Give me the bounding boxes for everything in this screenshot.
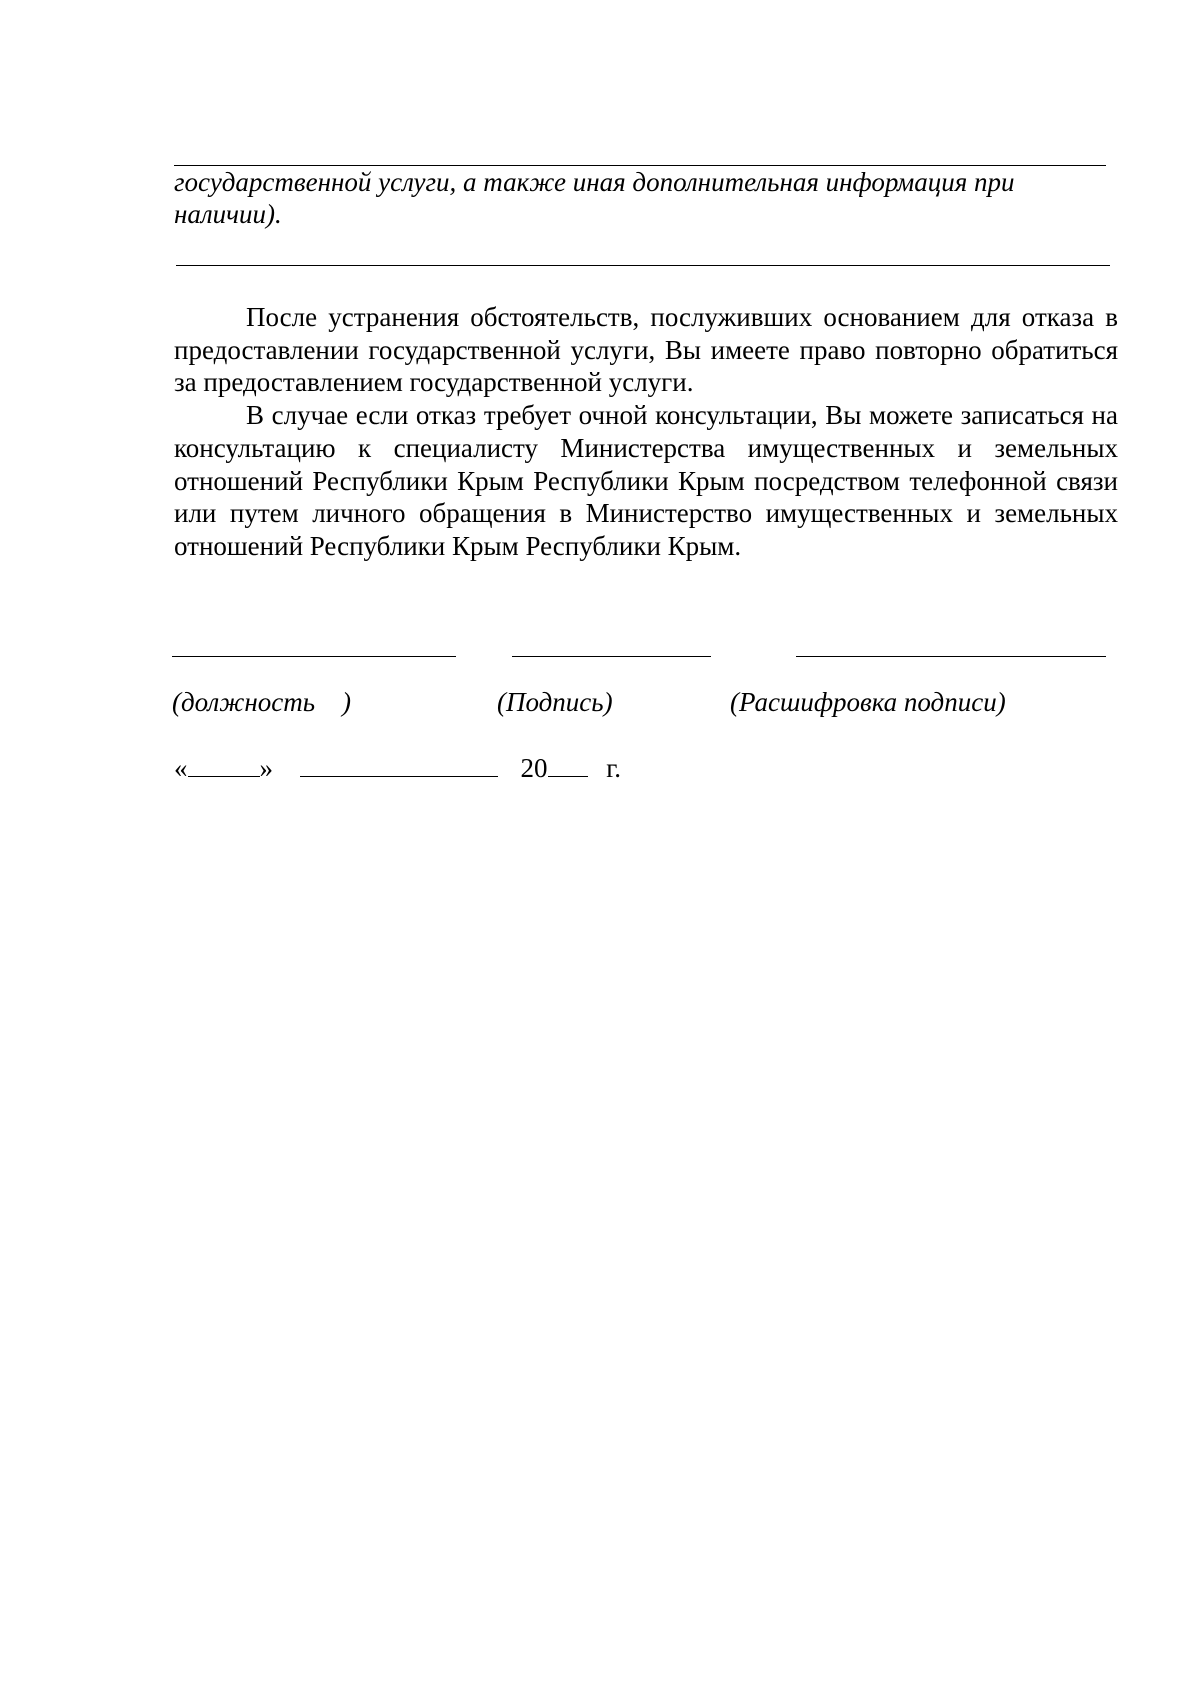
decode-caption: (Расшифровка подписи)	[730, 687, 1006, 717]
date-row	[174, 752, 621, 784]
note-line-2: наличии).	[174, 199, 282, 229]
note-line-1: государственной услуги, а также иная дополнительная информация при	[174, 167, 1015, 197]
signature-caption: (Подпись)	[497, 687, 613, 717]
note-fill-line	[176, 265, 1110, 266]
body-text	[174, 301, 1118, 563]
paragraph-consultation: В случае если отказ требует очной консультации, Вы можете записаться на консультацию к специалисту Министерства имущественных и земельных отношений Республики Крым Республики Крым посредством телефонной связи или путем личного обращения в Министерство имущественных и земельных отношений Республики Крым Республики Крым.	[174, 400, 1118, 561]
open-quote: «	[174, 753, 188, 783]
signature-blank-line	[512, 656, 711, 657]
year-blank	[548, 752, 588, 777]
month-blank	[300, 752, 498, 777]
close-quote: »	[259, 753, 273, 783]
year-prefix: 20	[520, 753, 548, 783]
position-blank-line	[172, 656, 456, 657]
day-blank	[188, 752, 260, 777]
paragraph-reapply: После устранения обстоятельств, послуживших основанием для отказа в предоставлении государственной услуги, Вы имеете право повторно обратиться за предоставлением государственной услуги.	[174, 302, 1118, 398]
year-suffix: г.	[606, 753, 622, 783]
position-caption: (должность )	[172, 687, 352, 717]
decode-blank-line	[796, 656, 1106, 657]
